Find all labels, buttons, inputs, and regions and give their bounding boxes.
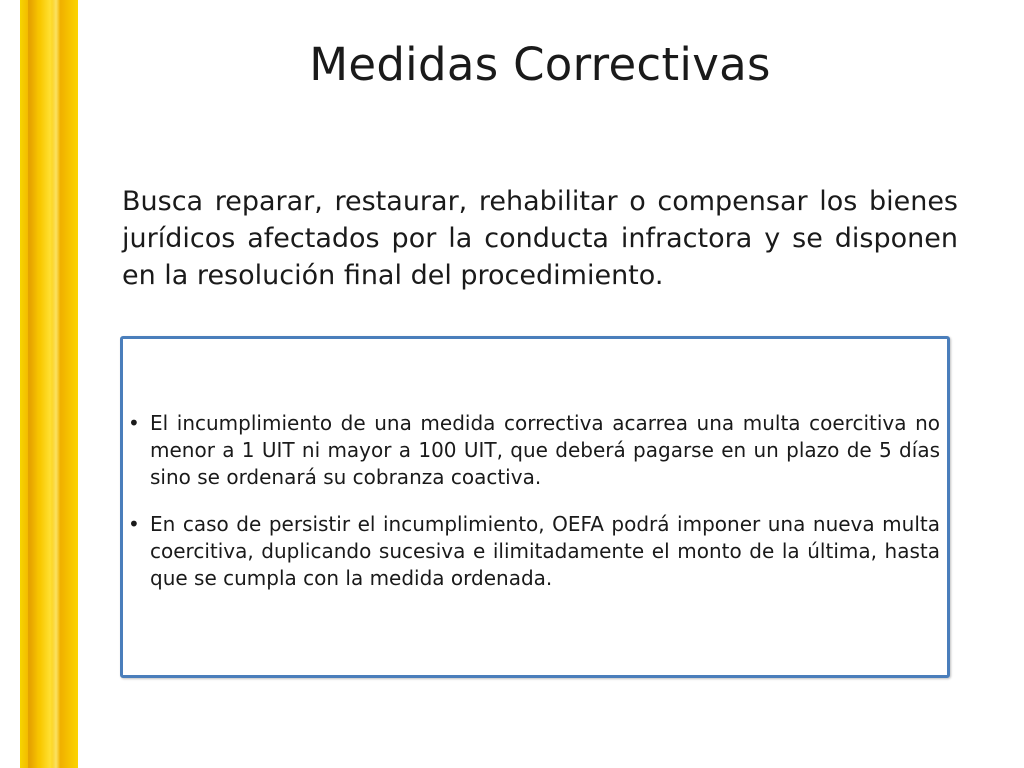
bullet-icon: • [128,512,140,536]
bullet-text: El incumplimiento de una medida correctiva acarrea una multa coercitiva no menor a 1 UIT ni mayor a 100 UIT, que deberá pagarse en un plazo de 5 días sino se ordenará su cobranza coactiva. [150,411,940,489]
list-item [128,410,940,491]
bullet-text: En caso de persistir el incumplimiento, OEFA podrá imponer una nueva multa coercitiva, duplicando sucesiva e ilimitadamente el monto de la última, hasta que se cumpla con la medida ordenada. [150,512,940,590]
bullet-icon: • [128,411,140,435]
bullet-list [128,410,940,612]
stripe-highlight-decoration [52,0,60,768]
intro-paragraph: Busca reparar, restaurar, rehabilitar o compensar los bienes jurídicos afectados por la conducta infractora y se disponen en la resolución final del procedimiento. [122,186,958,291]
stripe-shade-decoration [28,0,38,768]
list-item [128,511,940,592]
slide-title: Medidas Correctivas [309,38,771,91]
